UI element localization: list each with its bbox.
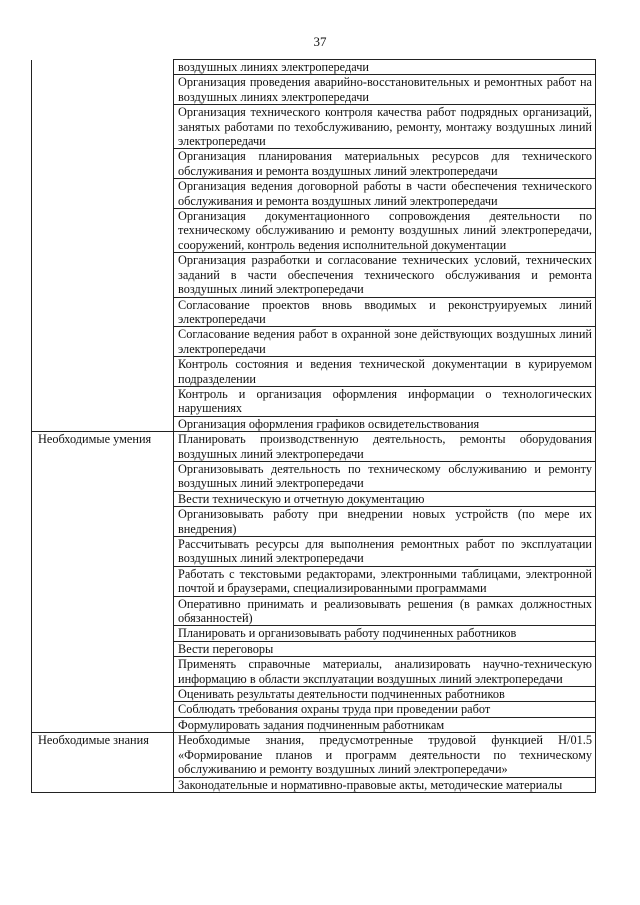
section-item: Вести техническую и отчетную документацию xyxy=(174,491,596,506)
section-item: Организация ведения договорной работы в части обеспечения технического обслуживания и ремонта воздушных линий электропередачи xyxy=(174,179,596,209)
section-item: Необходимые знания, предусмотренные трудовой функцией Н/01.5 «Формирование планов и программ деятельности по техническому обслуживанию и ремонту воздушных линий электропередачи» xyxy=(174,733,596,777)
section-item: Организация планирования материальных ресурсов для технического обслуживания и ремонта воздушных линий электропередачи xyxy=(174,149,596,179)
section-item: Организация разработки и согласование технических условий, технических заданий в части обеспечения технического обслуживания и ремонта воздушных линий электропередачи xyxy=(174,253,596,297)
section-item: Организовывать деятельность по техническому обслуживанию и ремонту воздушных линий электропередачи xyxy=(174,461,596,491)
table-row xyxy=(32,60,596,75)
labor-function-table xyxy=(31,59,596,793)
section-item: Работать с текстовыми редакторами, электронными таблицами, электронной почтой и браузерами, специализированными программами xyxy=(174,566,596,596)
section-item: Применять справочные материалы, анализировать научно-техническую информацию в области эксплуатации воздушных линий электропередачи xyxy=(174,657,596,687)
section-item: Организовывать работу при внедрении новых устройств (по мере их внедрения) xyxy=(174,507,596,537)
section-item: Оперативно принимать и реализовывать решения (в рамках должностных обязанностей) xyxy=(174,596,596,626)
section-item: Организация технического контроля качества работ подрядных организаций, занятых работами по техобслуживанию, ремонту, монтажу воздушных линий электропередачи xyxy=(174,105,596,149)
section-item: Оценивать результаты деятельности подчиненных работников xyxy=(174,687,596,702)
section-item: Вести переговоры xyxy=(174,641,596,656)
section-item: Формулировать задания подчиненным работникам xyxy=(174,717,596,732)
section-item: Контроль состояния и ведения технической документации в курируемом подразделении xyxy=(174,357,596,387)
section-item: Планировать и организовывать работу подчиненных работников xyxy=(174,626,596,641)
section-item: Организация документационного сопровождения деятельности по техническому обслуживанию и ремонту воздушных линий электропередачи, сооружений, контроль ведения исполнительной документации xyxy=(174,209,596,253)
table-row xyxy=(32,432,596,462)
section-item: Планировать производственную деятельность, ремонты оборудования воздушных линий электропередачи xyxy=(174,432,596,462)
page-number: 37 xyxy=(313,34,327,49)
section-item: Согласование проектов вновь вводимых и реконструируемых линий электропередачи xyxy=(174,297,596,327)
table-row xyxy=(32,733,596,777)
section-item: Контроль и организация оформления информации о технологических нарушениях xyxy=(174,386,596,416)
section-item: Рассчитывать ресурсы для выполнения ремонтных работ по эксплуатации воздушных линий электропередачи xyxy=(174,537,596,567)
section-label: Необходимые знания xyxy=(32,733,174,793)
section-item: воздушных линиях электропередачи xyxy=(174,60,596,75)
section-label: Необходимые умения xyxy=(32,432,174,733)
section-item: Соблюдать требования охраны труда при проведении работ xyxy=(174,702,596,717)
table-body xyxy=(32,60,596,793)
section-item: Организация оформления графиков освидетельствования xyxy=(174,416,596,431)
section-label xyxy=(32,60,174,432)
section-item: Организация проведения аварийно-восстановительных и ремонтных работ на воздушных линиях электропередачи xyxy=(174,75,596,105)
section-item: Законодательные и нормативно-правовые акты, методические материалы xyxy=(174,777,596,792)
section-item: Согласование ведения работ в охранной зоне действующих воздушных линий электропередачи xyxy=(174,327,596,357)
